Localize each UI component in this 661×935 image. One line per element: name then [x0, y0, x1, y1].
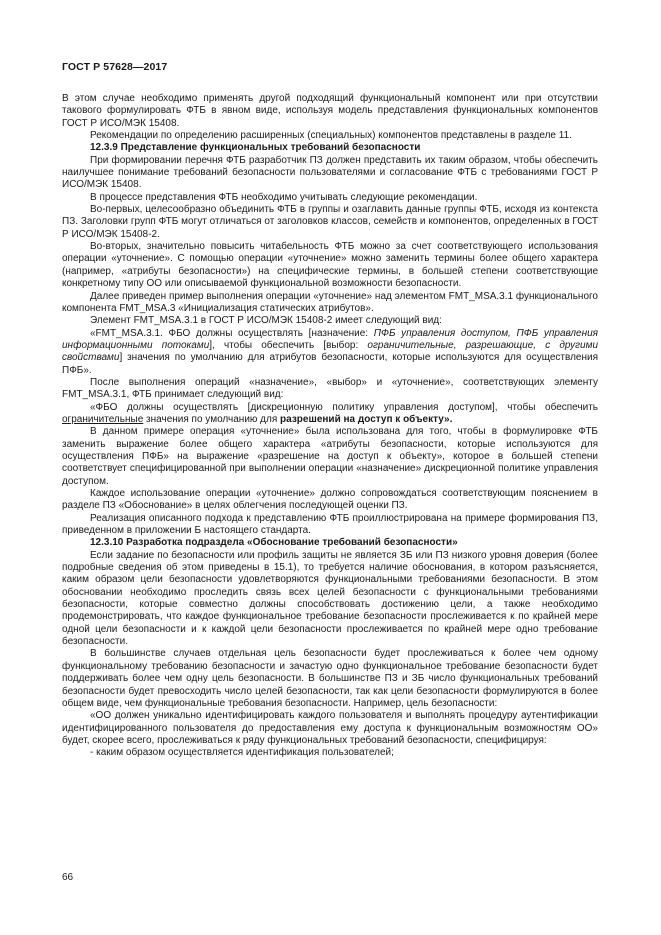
- paragraph: Рекомендации по определению расширенных (специальных) компонентов представлены в разделе 11.: [90, 130, 572, 142]
- standard-code-header: ГОСТ Р 57628—2017: [62, 61, 168, 73]
- paragraph: Реализация описанного подхода к представлению ФТБ проиллюстрирована на примере формирования ПЗ, приведенном в приложении Б настоящего стандарта.: [62, 512, 598, 537]
- quote-underlined: ограничительные: [62, 413, 144, 425]
- quote-italic: ограничительные, разрешающие, с другими свойствами: [62, 339, 598, 364]
- quote-text: ] значения по умолчанию для атрибутов безопасности, которые используются для осуществления ПФБ».: [62, 352, 598, 376]
- quoted-requirement-original: [62, 328, 598, 377]
- paragraph: В этом случае необходимо применять другой подходящий функциональный компонент или при отсутствии такового формулировать ФТБ в явном виде, используя модель представления функциональных компонентов ГОСТ Р ИСО/МЭК 15408.: [62, 93, 598, 129]
- paragraph: Во-первых, целесообразно объединить ФТБ в группы и озаглавить данные группы ФТБ, исходя из контекста ПЗ. Заголовки групп ФТБ могут отличаться от заголовков классов, семейств и компонентов, определенных в ГОСТ Р ИСО/МЭК 15408-2.: [62, 204, 598, 240]
- quote-bold: разрешений на доступ к объекту».: [280, 413, 453, 425]
- quote-text: «FMT_MSA.3.1. ФБО должны осуществлять [назначение:: [90, 327, 374, 339]
- paragraph: При формировании перечня ФТБ разработчик ПЗ должен представить их таким образом, чтобы обеспечить наилучшее понимание требований безопасности пользователями и согласование ФТБ с требованиями ГОСТ Р ИСО/МЭК 15408.: [62, 154, 598, 191]
- paragraph: В процессе представления ФТБ необходимо учитывать следующие рекомендации.: [90, 191, 478, 203]
- paragraph: Если задание по безопасности или профиль защиты не является ЗБ или ПЗ низкого уровня доверия (более подробные сведения об этом приведены в 15.1), то требуется наличие обоснования, в котором разъясняется, каким образом цели безопасности удовлетворяются функциональными требованиями безопасности. В этом обосновании необходимо проследить связь всех целей безопасности с функциональными требованиями безопасности, которые совместно должны способствовать достижению цели, а также необходимо продемонстрировать, что каждое функциональное требование безопасности прослеживается к по крайней мере одной цели безопасности и к каждой цели безопасности прослеживается по крайней мере одно требование безопасности.: [62, 549, 598, 648]
- quote-text: ], чтобы обеспечить [выбор:: [209, 339, 368, 351]
- page-body: [62, 93, 598, 760]
- paragraph: Элемент FMT_MSA.3.1 в ГОСТ Р ИСО/МЭК 15408-2 имеет следующий вид:: [90, 315, 442, 327]
- quote-text: значения по умолчанию для: [143, 413, 281, 425]
- paragraph: После выполнения операций «назначение», «выбор» и «уточнение», соответствующих элементу FMT_MSA.3.1, ФТБ принимает следующий вид:: [62, 376, 598, 401]
- paragraph: В данном примере операция «уточнение» была использована для того, чтобы в формулировке ФТБ заменить выражение более общего характера «атрибуты безопасности, которые используются для осуществления ПФБ» на выражение «разрешение на доступ к объекту», которое в большей степени соответствует специфицированной при выполнении операции «назначение» дискреционной политике управления доступом.: [62, 426, 598, 487]
- quote-italic: ПФБ управления доступом, ПФБ управления информационными потоками: [62, 327, 598, 351]
- paragraph: Во-вторых, значительно повысить читабельность ФТБ можно за счет соответствующего использования операции «уточнение». С помощью операции «уточнение» можно заменить термины более общего характера (например, «атрибуты безопасности») на специфические термины, в большей степени соответствующие конкретному типу ОО или описываемой функциональной возможности безопасности.: [62, 241, 598, 290]
- page-number: 66: [62, 872, 74, 883]
- paragraph: Далее приведен пример выполнения операции «уточнение» над элементом FMT_MSA.3.1 функционального компонента FMT_MSA.3 «Инициализация статических атрибутов».: [62, 290, 598, 314]
- paragraph: «ОО должен уникально идентифицировать каждого пользователя и выполнять процедуру аутентификации идентифицированного пользователя до предоставления ему доступа к функциональным возможностям ОО» будет, скорее всего, прослеживаться к ряду функциональных требований безопасности, специфицируя:: [62, 710, 598, 746]
- quote-text: «ФБО должны осуществлять [дискреционную политику управления доступом], чтобы обеспечить: [90, 401, 598, 413]
- list-item: - каким образом осуществляется идентификация пользователей;: [90, 747, 394, 759]
- paragraph: Каждое использование операции «уточнение» должно сопровождаться соответствующим пояснением в разделе ПЗ «Обоснование» в целях облегчения последующей оценки ПЗ.: [62, 488, 598, 512]
- section-heading-12-3-10: 12.3.10 Разработка подраздела «Обоснование требований безопасности»: [90, 537, 458, 549]
- paragraph: В большинстве случаев отдельная цель безопасности будет прослеживаться к более чем одному функциональному требованию безопасности и зачастую одно функциональное требование безопасности будет поддерживать более чем одну цель безопасности. В большинстве ПЗ и ЗБ число функциональных требований безопасности будет превосходить число целей безопасности, так как цели безопасности формулируются в более общем виде, чем функциональные требования безопасности. Например, цель безопасности:: [62, 648, 598, 709]
- section-heading-12-3-9: 12.3.9 Представление функциональных требований безопасности: [90, 142, 421, 154]
- quoted-requirement-refined: [62, 402, 598, 427]
